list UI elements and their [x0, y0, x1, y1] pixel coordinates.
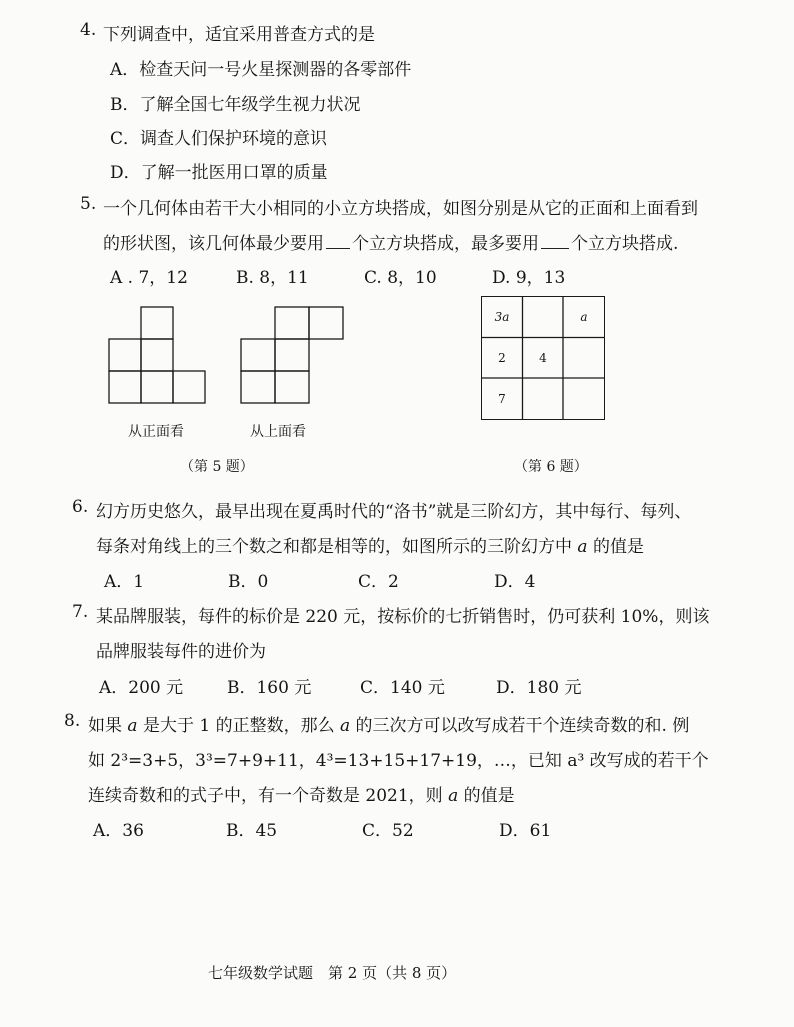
- q5-blank-min: [326, 234, 350, 249]
- q7-option-b: B．160 元: [227, 678, 312, 698]
- q5-front-view-figure: [108, 306, 210, 406]
- magic-cell-r1c2: [523, 297, 563, 337]
- q8-line-3: [88, 781, 515, 806]
- q8-option-c: C．52: [362, 821, 414, 841]
- q4-option-d-text: 了解一批医用口罩的质量: [140, 163, 328, 183]
- top-view-cell: [275, 371, 309, 403]
- q8-variable-a-3: a: [448, 786, 459, 806]
- magic-cell-r2c3: [564, 338, 604, 378]
- q5-top-view-figure: [240, 306, 346, 406]
- q8-line-1-part-b: 是大于 1 的正整数，那么: [137, 716, 340, 736]
- q6-magic-square: [481, 296, 605, 420]
- q8-line-2: 如 2³=3+5，3³=7+9+11，4³=13+15+17+19，…，已知 a³ 改写成的若干个: [88, 751, 709, 771]
- q5-top-view-label: 从上面看: [250, 424, 306, 440]
- q7-number: 7.: [72, 602, 89, 622]
- q5-number: 5.: [80, 194, 97, 214]
- q8-option-d: D．61: [499, 821, 552, 841]
- magic-cell-r1c1: 3a: [494, 310, 510, 324]
- q5-option-a: A . 7，12: [110, 268, 188, 288]
- q7-option-a: A．200 元: [99, 678, 184, 698]
- q6-option-b: B．0: [228, 572, 269, 592]
- q5-option-c: C. 8，10: [364, 268, 437, 288]
- magic-cell-r1c3: a: [580, 310, 588, 324]
- q8-line-1: [88, 711, 689, 736]
- q8-line-1-part-a: 如果: [88, 716, 128, 736]
- q4-option-b-letter: B．: [110, 95, 140, 115]
- q5-line-1: 一个几何体由若干大小相同的小立方块搭成，如图分别是从它的正面和上面看到: [103, 199, 698, 219]
- top-view-cell: [309, 307, 343, 339]
- magic-cell-r2c2: 4: [539, 351, 547, 365]
- top-view-cell: [241, 371, 275, 403]
- q5-option-b: B. 8，11: [236, 268, 309, 288]
- q5-blank-max: [541, 234, 569, 249]
- q6-line-2: [96, 532, 644, 557]
- magic-cell-r3c1: 7: [498, 392, 506, 406]
- q6-line-2-part-b: 的值是: [587, 537, 644, 557]
- magic-cell-r3c2: [523, 379, 563, 419]
- page-footer: 七年级数学试题 第 2 页（共 8 页）: [208, 964, 457, 982]
- q8-line-3-part-a: 连续奇数和的式子中，有一个奇数是 2021，则: [88, 786, 449, 806]
- top-view-cell: [275, 307, 309, 339]
- q4-option-a-letter: A．: [110, 60, 140, 80]
- q4-option-c-text: 调查人们保护环境的意识: [140, 129, 328, 149]
- q6-figure-caption: （第 6 题）: [514, 459, 588, 475]
- front-view-cell: [141, 371, 173, 403]
- q6-option-a: A．1: [104, 572, 145, 592]
- q7-line-1: 某品牌服装，每件的标价是 220 元，按标价的七折销售时，仍可获利 10%，则该: [96, 607, 710, 627]
- q5-front-view-label: 从正面看: [128, 424, 184, 440]
- q5-figure-caption: （第 5 题）: [180, 459, 254, 475]
- q8-line-1-part-c: 的三次方可以改写成若干个连续奇数的和. 例: [350, 716, 690, 736]
- q4-option-a-text: 检查天问一号火星探测器的各零部件: [139, 60, 412, 80]
- front-view-cell: [109, 371, 141, 403]
- q8-number: 8.: [64, 711, 81, 731]
- q8-variable-a-2: a: [339, 716, 351, 736]
- q4-option-c-letter: C．: [110, 129, 141, 149]
- q7-option-c: C．140 元: [360, 678, 445, 698]
- q6-option-d: D．4: [494, 572, 536, 592]
- front-view-cell: [109, 339, 141, 371]
- q8-option-a: A．36: [93, 821, 144, 841]
- front-view-cell: [141, 307, 173, 339]
- q6-line-1: 幻方历史悠久，最早出现在夏禹时代的“洛书”就是三阶幻方，其中每行、每列、: [96, 502, 692, 522]
- q7-option-d: D．180 元: [496, 678, 582, 698]
- q5-line-2-part-a: 的形状图，该几何体最少要用: [103, 234, 324, 254]
- top-view-cell: [241, 339, 275, 371]
- q4-option-d: [110, 158, 328, 183]
- magic-cell-r2c1: 2: [498, 351, 506, 365]
- q6-line-2-part-a: 每条对角线上的三个数之和都是相等的，如图所示的三阶幻方中: [96, 537, 578, 557]
- q7-line-2: 品牌服装每件的进价为: [96, 642, 266, 662]
- q6-number: 6.: [72, 497, 89, 517]
- q4-option-c: [110, 124, 327, 149]
- q8-option-b: B．45: [226, 821, 278, 841]
- q4-option-b-text: 了解全国七年级学生视力状况: [139, 95, 361, 115]
- front-view-cell: [141, 339, 173, 371]
- q4-option-a: [110, 55, 411, 80]
- magic-cell-r3c3: [564, 379, 604, 419]
- q6-variable-a: a: [577, 537, 588, 557]
- q4-option-b: [110, 90, 361, 115]
- q5-line-2-part-c: 个立方块搭成.: [571, 234, 679, 254]
- top-view-cell: [275, 339, 309, 371]
- q5-option-d: D. 9，13: [492, 268, 566, 288]
- q4-stem: 下列调查中，适宜采用普查方式的是: [103, 25, 375, 45]
- q8-line-3-part-b: 的值是: [458, 786, 515, 806]
- front-view-cell: [173, 371, 205, 403]
- q4-number: 4.: [80, 20, 97, 40]
- q6-option-c: C．2: [358, 572, 399, 592]
- q4-option-d-letter: D．: [110, 163, 141, 183]
- q5-line-2: [103, 229, 678, 254]
- q5-line-2-part-b: 个立方块搭成，最多要用: [352, 234, 539, 254]
- q8-variable-a: a: [127, 716, 138, 736]
